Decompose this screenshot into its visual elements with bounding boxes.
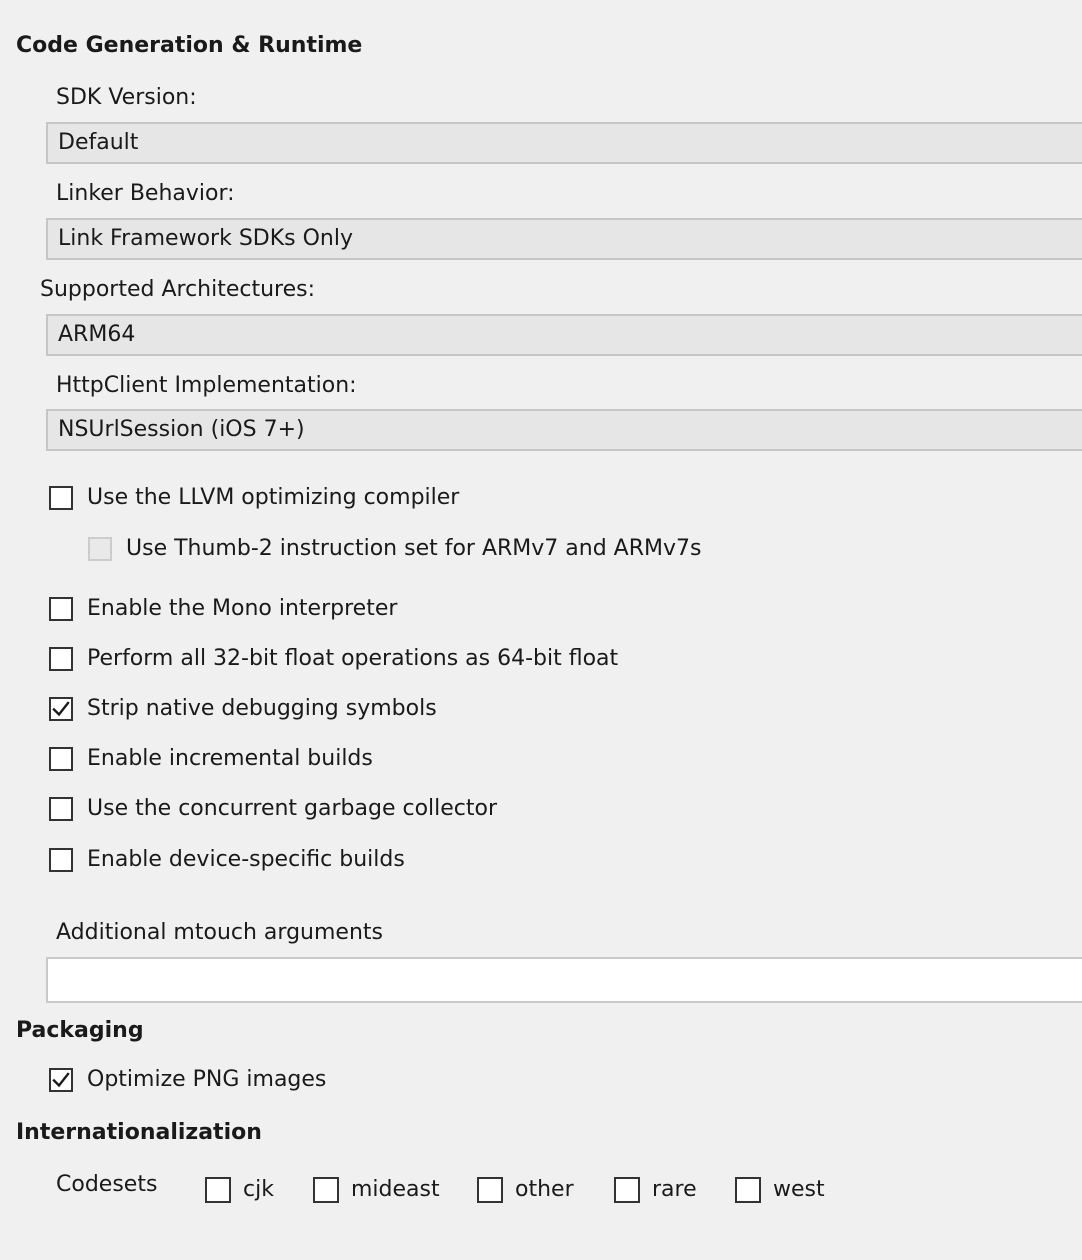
thumb2-label: Use Thumb-2 instruction set for ARMv7 and ARMv7s — [126, 536, 702, 561]
i18n-section-title: Internationalization — [16, 1120, 262, 1145]
incremental-label: Enable incremental builds — [87, 746, 373, 771]
codeset-other-label: other — [515, 1177, 574, 1202]
codeset-other-checkbox[interactable] — [477, 1177, 503, 1203]
float64-option[interactable] — [49, 644, 618, 674]
mtouch-input[interactable] — [46, 957, 1082, 1003]
mono-interpreter-option[interactable] — [49, 594, 397, 624]
llvm-label: Use the LLVM optimizing compiler — [87, 485, 460, 510]
sdk-version-select[interactable]: Default — [46, 122, 1082, 164]
strip-symbols-label: Strip native debugging symbols — [87, 696, 437, 721]
concurrent-gc-label: Use the concurrent garbage collector — [87, 796, 498, 821]
codeset-rare-label: rare — [652, 1177, 697, 1202]
codegen-section-title: Code Generation & Runtime — [16, 33, 363, 58]
llvm-option[interactable] — [49, 483, 459, 513]
linker-behavior-select[interactable]: Link Framework SDKs Only — [46, 218, 1082, 260]
float64-checkbox[interactable] — [49, 647, 73, 671]
supported-architectures-select[interactable]: ARM64 — [46, 314, 1082, 356]
codeset-rare-checkbox[interactable] — [614, 1177, 640, 1203]
linker-behavior-label: Linker Behavior: — [56, 181, 235, 206]
thumb2-checkbox — [88, 537, 112, 561]
mono-interpreter-checkbox[interactable] — [49, 597, 73, 621]
mono-interpreter-label: Enable the Mono interpreter — [87, 596, 398, 621]
codeset-other-option[interactable] — [477, 1175, 574, 1205]
strip-symbols-checkbox[interactable] — [49, 697, 73, 721]
codeset-cjk-option[interactable] — [205, 1175, 274, 1205]
supported-architectures-label: Supported Architectures: — [40, 277, 316, 302]
codeset-west-option[interactable] — [735, 1175, 825, 1205]
codeset-west-label: west — [773, 1177, 825, 1202]
optimize-png-label: Optimize PNG images — [87, 1067, 327, 1092]
concurrent-gc-option[interactable] — [49, 794, 497, 824]
codesets-label: Codesets — [56, 1172, 158, 1197]
strip-symbols-option[interactable] — [49, 694, 437, 724]
codeset-mideast-label: mideast — [351, 1177, 440, 1202]
checkmark-icon — [52, 700, 70, 718]
incremental-option[interactable] — [49, 744, 373, 774]
incremental-checkbox[interactable] — [49, 747, 73, 771]
device-specific-option[interactable] — [49, 845, 405, 875]
checkmark-icon — [52, 1071, 70, 1089]
httpclient-label: HttpClient Implementation: — [56, 373, 357, 398]
device-specific-label: Enable device-specific builds — [87, 847, 405, 872]
codeset-west-checkbox[interactable] — [735, 1177, 761, 1203]
codeset-cjk-label: cjk — [243, 1177, 274, 1202]
codeset-cjk-checkbox[interactable] — [205, 1177, 231, 1203]
optimize-png-option[interactable] — [49, 1065, 326, 1095]
thumb2-option — [88, 534, 701, 564]
codeset-mideast-checkbox[interactable] — [313, 1177, 339, 1203]
codeset-mideast-option[interactable] — [313, 1175, 440, 1205]
llvm-checkbox[interactable] — [49, 486, 73, 510]
sdk-version-label: SDK Version: — [56, 85, 197, 110]
codeset-rare-option[interactable] — [614, 1175, 697, 1205]
device-specific-checkbox[interactable] — [49, 848, 73, 872]
optimize-png-checkbox[interactable] — [49, 1068, 73, 1092]
httpclient-select[interactable]: NSUrlSession (iOS 7+) — [46, 409, 1082, 451]
concurrent-gc-checkbox[interactable] — [49, 797, 73, 821]
packaging-section-title: Packaging — [16, 1018, 144, 1043]
mtouch-label: Additional mtouch arguments — [56, 920, 383, 945]
float64-label: Perform all 32-bit float operations as 64-bit float — [87, 646, 619, 671]
